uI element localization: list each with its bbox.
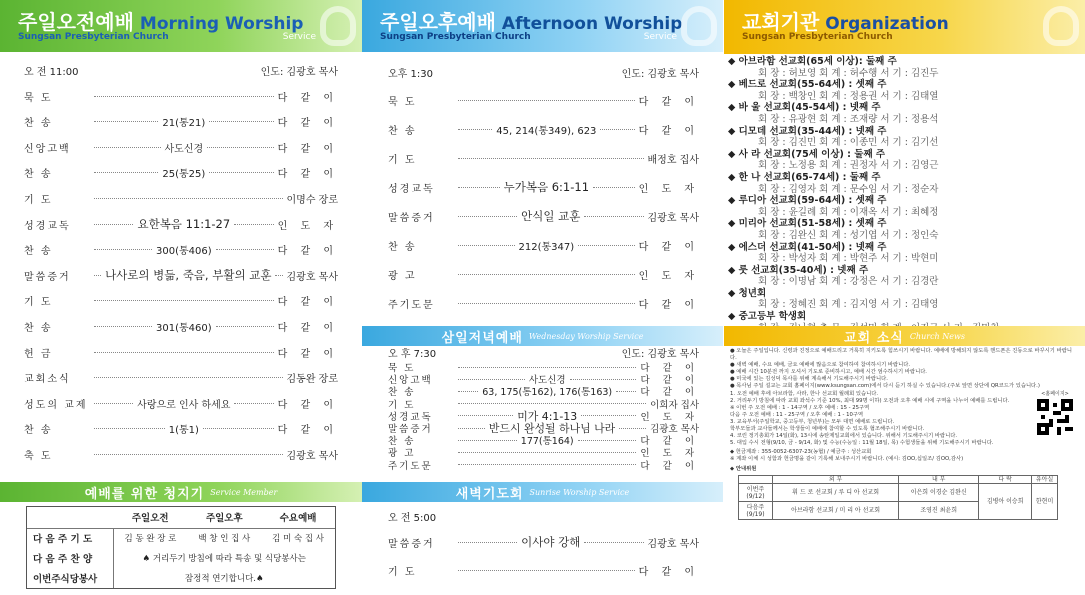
leader-dots [458,452,636,453]
order-row [24,421,338,437]
leader-dots [458,428,485,429]
order-person: 이희자 집사 [650,399,699,411]
church-name: Sungsan Presbyterian Church [380,32,531,42]
news-bullet: ● 새벽 예배, 수요 예배, 금요 예배에 많음으로 참여하여 참여하시기 바랍니다. [730,361,911,368]
news-item: 다음 주 오전 예배 : 11 - 25구역 / 오후 예배 : 1 - 10구역 [730,412,864,419]
servers-header-cell: 수요예배 [279,513,317,525]
leader-dots [584,542,643,543]
order-person: 다 같 이 [640,436,699,448]
order-row [388,121,699,137]
leader-dots [275,275,282,276]
news-bullet: ● 목사님 주일 설교는 교회 홈페이지(www.ksungsan.com)에서 다시 듣기 하실 수 있습니다.(주보 앞면 상단에 QR코드가 있습니다.) [730,382,1040,389]
org-group-members: 회 장 : 김영자 회 계 : 문수임 서 기 : 정순자 [758,183,939,195]
heart-icon [320,6,356,46]
afternoon-column [362,0,723,595]
ushers-header-cell: 내 부 [899,476,979,484]
order-row [24,344,338,360]
news-item: 학부모들과 교사들께서는 학생들이 예배에 참여할 수 있도록 협조해주시기 바랍니다. [730,425,925,432]
dawn-title-en: Sunrise Worship Service [529,487,630,497]
ushers-cell: 휘 드 로 선교회 / 루 디 아 선교회 [773,484,899,502]
leader-dots [94,147,161,148]
org-group-members: 회 장 : 김진민 회 계 : 이종민 서 기 : 김기선 [758,137,939,149]
organization-title-ko: 교회기관 [742,10,820,34]
leader-dots [94,403,133,404]
morning-title-en: Morning Worship [139,14,304,34]
leader-dots [458,216,517,217]
order-label: 찬 송 [24,118,53,130]
order-label: 주기도문 [388,460,433,472]
order-row [24,190,338,206]
org-group-members: 회 장 : 윤길례 회 계 : 이재옥 서 기 : 최혜정 [758,206,939,218]
leader-dots [458,464,636,465]
servers-header-cell [27,507,113,528]
wednesday-title-en: Wednesday Worship Service [528,331,644,341]
morning-time-row [24,62,338,78]
leader-dots [619,428,646,429]
news-bullet: ● 미국에 있는 김성덕 목사를 위해 계속해서 기도해주시기 바랍니다. [730,375,888,382]
order-person: 다 같 이 [640,387,699,399]
order-person: 인 도 자 [640,448,699,460]
order-row [24,165,338,181]
order-row [388,534,699,550]
order-label: 광 고 [388,270,417,282]
afternoon-leader: 인도: 김광호 목사 [621,68,699,80]
church-name: Sungsan Presbyterian Church [18,32,169,42]
news-bullet: ● 오늘은 주일입니다. 신령과 진정으로 예배드리고 거룩히 지키도록 힘쓰시기 바랍니다. 예배에 방해되지 않도록 핸드폰은 진동으로 바꾸시기 바랍니다. [730,348,1072,361]
order-person: 김광호 목사 [286,450,338,462]
leader-dots [570,379,637,380]
news-title-ko: 교회 소식 [844,330,904,346]
order-row [388,237,699,253]
wednesday-title-ko: 삼일저녁예배 [441,330,523,346]
leader-dots [458,415,513,416]
leader-dots [94,249,152,250]
order-label: 기 도 [388,566,417,578]
leader-dots [458,158,644,159]
heart-icon [681,6,717,46]
news-header [724,326,1085,346]
news-body [730,348,1077,520]
order-label: 성경교독 [24,220,71,232]
order-label: 기 도 [388,154,417,166]
leader-dots [616,391,636,392]
order-label: 신앙고백 [388,375,433,387]
service-label: Service [643,32,677,42]
church-name: Sungsan Presbyterian Church [742,32,893,42]
order-label: 묵 도 [388,96,417,108]
order-row [388,92,699,108]
org-group-name: ◆ 베드로 선교회(55-64세) : 셋째 주 [728,79,887,91]
afternoon-title-en: Afternoon Worship [501,14,683,34]
order-row [388,179,699,195]
order-content: 반드시 완성될 하나님 나라 [488,422,616,435]
order-person: 다 같 이 [277,92,338,104]
order-person: 김광호 목사 [647,212,699,224]
order-label: 헌 금 [24,348,53,360]
leader-dots [593,187,635,188]
leader-dots [216,249,274,250]
leader-dots [458,403,646,404]
wednesday-header [362,326,723,346]
order-row [388,150,699,166]
wednesday-time-row [388,346,699,359]
news-numbered-block [730,391,1077,446]
order-label: 말씀증거 [388,212,435,224]
order-content: 177(통164) [520,436,574,448]
servers-table [27,507,335,588]
leader-dots [578,440,637,441]
order-person: 인 도 자 [638,270,699,282]
org-group-name: ◆ 디모데 선교회(35-44세) : 넷째 주 [728,125,887,137]
order-label: 찬 송 [24,322,53,334]
order-content: 안식일 교훈 [521,209,581,223]
news-footer-line: ※ 계좌 이체 시 성함과 헌금명을 같이 기록해 보내주시기 바랍니다. (예시: 김OO,십일조/ 김OO,감사) [730,455,964,462]
order-person: 인 도 자 [640,411,700,423]
news-item: 4. 코린 정기총회가 14일(화), 13시에 송탄제일교회에서 있습니다. 위해서 기도해주시기 바랍니다. [730,432,958,439]
ushers-cell: 이은희 이경순 김완신 [899,484,979,502]
order-row [24,88,338,104]
servers-row-label: 다 음 주 기 도 [27,528,113,548]
leader-dots [458,367,636,368]
order-label: 찬 송 [24,169,53,181]
leader-dots [458,542,517,543]
org-group-members: 회 장 : 김완신 회 계 : 성기엽 서 기 : 정인숙 [758,229,939,241]
order-person: 이명수 장로 [286,194,338,206]
order-content: 미가 4:1-13 [517,409,578,423]
org-group-name: ◆ 바 울 선교회(45-54세) : 넷째 주 [728,102,881,114]
afternoon-time-row [388,64,699,80]
order-label: 신앙고백 [24,143,71,155]
leader-dots [458,391,478,392]
org-group-name: ◆ 미리아 선교회(51-58세) : 셋째 주 [728,218,887,230]
servers-note: ♠ 거리두기 방침에 따라 특송 및 식당봉사는 [142,554,306,564]
order-row [24,242,338,258]
org-group-members: 회 장 : 백창인 회 계 : 정용권 서 기 : 김태열 [758,90,939,102]
order-label: 묵 도 [388,363,416,374]
order-content: 45, 214(통349), 623 [496,125,597,137]
leader-dots [94,172,158,173]
order-person: 다 같 이 [640,375,700,387]
order-row [24,114,338,130]
leader-dots [94,96,274,97]
wednesday-time: 오 후 7:30 [388,349,437,360]
order-person: 인 도 자 [638,183,700,195]
order-content: 사랑으로 인사 하세요 [137,399,231,411]
leader-dots [458,303,635,304]
news-item: 3. 교육부서(주일학교, 중고등부, 청년부)는 모두 대면 예배로 드립니다. [730,419,895,426]
order-row [24,395,338,411]
order-label: 말씀증거 [388,538,435,550]
org-group-name: ◆ 중고등부 학생회 [728,311,807,323]
order-person: 배정호 집사 [647,154,699,166]
order-label: 성경교독 [388,183,435,195]
order-person: 다 같 이 [638,241,700,253]
dawn-title-ko: 새벽기도회 [455,486,524,502]
order-label: 기 도 [388,399,416,411]
order-content: 사도신경 [528,375,566,387]
order-person: 다 같 이 [277,118,339,130]
organization-header [724,0,1085,54]
dawn-time-row [388,508,699,524]
order-row [24,293,338,309]
order-person: 다 같 이 [277,169,339,181]
servers-header-cell: 주일오후 [205,513,243,525]
leader-dots [209,121,273,122]
ushers-table [738,475,1058,520]
leader-dots [94,121,158,122]
order-label: 찬 송 [388,436,416,448]
leader-dots [216,326,274,327]
order-row [388,295,699,311]
dawn-time: 오 전 5:00 [388,512,437,524]
order-person: 다 같 이 [640,460,699,472]
order-person: 김광호 목사 [650,424,700,435]
ushers-row-label: 다음주 (9/19) [739,502,773,520]
leader-dots [458,129,492,130]
qr-block [1033,391,1077,446]
org-group-members: 회 장 : 정혜진 회 계 : 김지영 서 기 : 김태영 [758,299,939,311]
order-person: 다 같 이 [638,96,699,108]
order-person: 다 같 이 [638,125,700,137]
morning-leader: 인도: 김광호 목사 [260,66,338,78]
order-person: 다 같 이 [277,297,338,309]
order-row [388,208,699,224]
morning-title-ko: 주일오전예배 [18,10,134,34]
organization-title-en: Organization [825,14,949,34]
morning-column [0,0,362,595]
ushers-header-cell: 유아실 [1035,476,1054,484]
ushers-cell: 김병아 이승희 [979,484,1032,520]
order-person: 다 같 이 [277,425,338,437]
order-row [388,562,699,578]
order-label: 성경교독 [388,411,433,423]
order-row [24,370,338,386]
order-content: 요한복음 11:1-27 [137,217,231,231]
organization-list [728,56,1079,334]
org-group-name: ◆ 청년회 [728,287,767,299]
ushers-row-label: 이번주 (9/12) [739,484,773,502]
wednesday-leader: 인도: 김광호 목사 [621,349,699,360]
order-person: 김동완 장로 [286,374,338,386]
order-label: 축 도 [24,450,53,462]
org-group-name: ◆ 루디아 선교회(59-64세) : 셋째 주 [728,195,887,207]
order-content: 63, 175(통162), 176(통163) [482,387,613,399]
heart-icon [1043,6,1079,46]
order-label: 성도의 교제 [24,399,88,411]
leader-dots [578,245,635,246]
order-content: 나사로의 병듦, 죽음, 부활의 교훈 [105,268,272,283]
service-label: Service [282,32,316,42]
org-group-name: ◆ 한 나 선교회(65-74세) : 둘째 주 [728,171,881,183]
leader-dots [458,440,517,441]
leader-dots [94,377,283,378]
order-person: 김광호 목사 [286,271,338,283]
ushers-header-cell: 다 락 [979,476,1032,484]
news-item: 5. 대입 수시 전형(9/10, 금 - 9/14, 화) 및 수능(수능일 : 11월 18일, 목) 수험생들을 위해 기도해주시기 바랍니다. [730,439,994,446]
order-label: 기 도 [24,194,53,206]
order-label: 찬 송 [388,387,416,399]
servers-cell: 백 창 인 집 사 [198,534,251,545]
org-group-members: 회 장 : 허보영 회 계 : 허수행 서 기 : 김진두 [758,67,939,79]
dawn-header [362,482,723,502]
order-label: 묵 도 [24,92,53,104]
leader-dots [234,224,273,225]
afternoon-header [362,0,723,52]
order-person: 다 같 이 [638,299,699,311]
org-group-members: 회 장 : 박성자 회 계 : 박현주 서 기 : 박현미 [758,253,939,265]
leader-dots [94,275,101,276]
order-person: 다 같 이 [277,143,339,155]
order-label: 찬 송 [24,246,53,258]
servers-table-box [26,506,336,589]
order-content: 사도신경 [164,143,204,155]
servers-title-en: Service Member [210,487,278,497]
order-person: 다 같 이 [638,566,699,578]
org-group-members: 회 장 : 이명남 회 계 : 강정은 서 기 : 김경란 [758,276,939,288]
wednesday-order [388,346,699,476]
order-content: 25(통25) [162,169,206,181]
order-label: 광 고 [388,448,416,460]
order-label: 기 도 [24,297,53,309]
org-group-members: 회 장 : 노정용 회 계 : 권정자 서 기 : 김영근 [758,160,939,172]
ushers-header-cell [739,476,773,484]
news-numbered [730,391,1033,446]
order-row [388,457,699,473]
leader-dots [458,187,500,188]
order-row [24,446,338,462]
order-content: 301(통460) [156,322,212,334]
order-row [24,318,338,334]
order-row [388,266,699,282]
leader-dots [458,570,635,571]
ushers-cell: 한현미 [1035,498,1054,506]
order-label: 찬 송 [24,425,53,437]
afternoon-order [388,64,699,324]
dawn-order [388,508,699,592]
leader-dots [94,326,152,327]
order-person: 다 같 이 [277,322,339,334]
order-content: 300(통406) [156,246,212,258]
qr-code-icon [1037,399,1073,435]
news-item: 2. 거리두기 방침에 따라 교회 좌석수 기준 10%, 최대 99명 이하) 오전과 오후 예배 시에 구역을 나누어 예배를 드립니다. [730,398,1010,405]
order-label: 교회소식 [24,374,71,386]
org-group-members: 회 장 : 유광현 회 계 : 조재량 서 기 : 정용석 [758,113,939,125]
leader-dots [209,172,273,173]
servers-title-ko: 예배를 위한 청지기 [84,486,205,502]
afternoon-title-ko: 주일오후예배 [380,10,496,34]
org-group-name: ◆ 사 라 선교회(75세 이상) : 둘째 주 [728,148,886,160]
order-content: 212(통347) [518,241,575,253]
leader-dots [584,216,643,217]
leader-dots [94,352,274,353]
news-item: 1. 오전 예배 후에 아브라함, 사라, 한나 선교회 월례회 있습니다. [730,391,879,398]
leader-dots [600,129,634,130]
leader-dots [458,100,635,101]
qr-caption: <홈페이지> [1041,391,1069,398]
org-group-name: ◆ 아브라함 선교회(65세 이상): 둘째 주 [728,56,897,67]
leader-dots [581,415,636,416]
order-content: 1(통1) [168,425,199,437]
ushers-cell: 아브라함 선교회 / 미 리 아 선교회 [773,502,899,520]
news-title-en: Church News [909,331,965,341]
order-content: 21(통21) [162,118,206,130]
order-label: 말씀증거 [388,424,433,435]
morning-time: 오 전 11:00 [24,66,79,78]
leader-dots [94,300,274,301]
order-row [24,267,338,283]
ushers-header-cell: 외 부 [773,476,899,484]
leader-dots [458,274,635,275]
leader-dots [94,198,283,199]
order-content: 이사야 강해 [521,535,581,549]
order-label: 주기도문 [388,299,435,311]
servers-header-cell: 주일오전 [131,513,169,525]
order-person: 다 같 이 [277,399,338,411]
leader-dots [94,224,133,225]
news-bullets [730,348,1077,389]
afternoon-time: 오후 1:30 [388,68,433,80]
ushers-cell: 조영진 최윤희 [899,502,979,520]
order-row [24,216,338,232]
order-row [24,139,338,155]
morning-order [24,62,338,462]
org-group-name: ◆ 에스더 선교회(41-50세) : 넷째 주 [728,241,887,253]
leader-dots [94,454,283,455]
servers-row-label: 다 음 주 찬 양 [27,548,113,568]
news-bullet: ● 예배 시간 10분전 까지 오셔서 기도로 준비하시고, 예배 시간 엄수하시기 바랍니다. [730,368,927,375]
servers-row-label: 이번주식당봉사 [27,568,113,588]
leader-dots [458,245,515,246]
ushers-title: ◆ 안내위원 [730,465,757,472]
servers-note: 잠정적 연기합니다.♠ [184,574,264,584]
order-person: 다 같 이 [277,246,339,258]
order-label: 말씀증거 [24,271,71,283]
servers-header [0,482,362,502]
leader-dots [234,403,273,404]
leader-dots [458,379,525,380]
morning-header [0,0,362,52]
leader-dots [203,428,274,429]
organization-column [724,0,1085,595]
order-content: 누가복음 6:1-11 [503,180,590,194]
order-person: 다 같 이 [277,348,338,360]
leader-dots [207,147,274,148]
order-label: 찬 송 [388,241,417,253]
org-group-name: ◆ 룻 선교회(35-40세) : 넷째 주 [728,264,869,276]
order-person: 인 도 자 [277,220,339,232]
news-item: ※ 이번 주 오전 예배 : 1 - 14구역 / 오후 예배 : 15 - 25구역 [730,405,870,412]
order-label: 찬 송 [388,125,417,137]
news-footer [730,449,1077,463]
order-person: 다 같 이 [640,363,699,374]
news-footer-line: ◆ 헌금계좌 : 355-0052-6307-23(농협) / 예금주 : 성산교회 [730,448,872,455]
servers-cell: 김 미 숙 집 사 [272,534,325,545]
order-person: 김광호 목사 [647,538,699,550]
leader-dots [94,428,165,429]
servers-cell: 김 동 완 장 로 [124,534,177,545]
